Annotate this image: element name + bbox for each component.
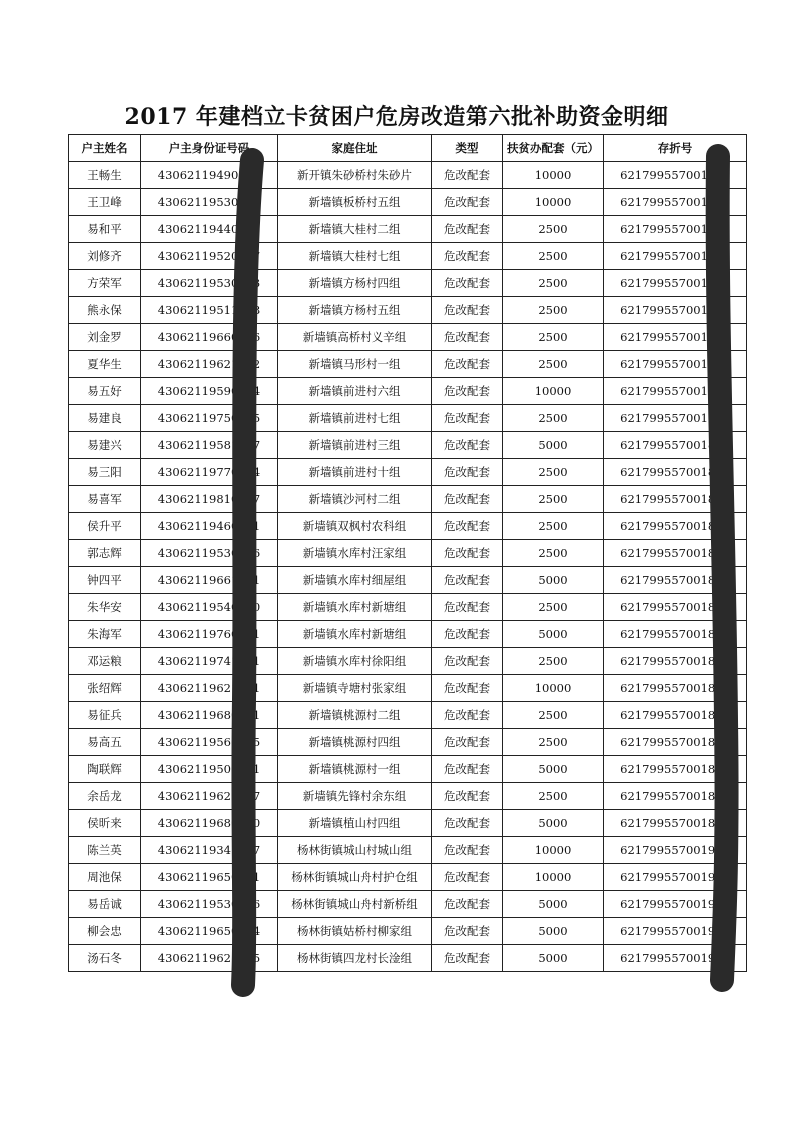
- cell-account-number: 621799557001865: [604, 702, 747, 729]
- cell-id-number: 43062119440405: [141, 216, 278, 243]
- cell-type: 危改配套: [432, 405, 503, 432]
- cell-name: 易喜军: [69, 486, 141, 513]
- cell-address: 新墙镇板桥村五组: [278, 189, 432, 216]
- cell-address: 杨林街镇姑桥村柳家组: [278, 918, 432, 945]
- page-title: 2017 年建档立卡贫困户危房改造第六批补助资金明细: [124, 104, 669, 130]
- cell-amount: 5000: [503, 621, 604, 648]
- table-row: [69, 945, 747, 972]
- cell-name: 汤石冬: [69, 945, 141, 972]
- cell-account-number: 621799557001865: [604, 729, 747, 756]
- cell-address: 新墙镇桃源村四组: [278, 729, 432, 756]
- cell-address: 新墙镇先锋村余东组: [278, 783, 432, 810]
- cell-name: 刘修齐: [69, 243, 141, 270]
- cell-amount: 10000: [503, 675, 604, 702]
- cell-id-number: 43062119760101: [141, 621, 278, 648]
- cell-type: 危改配套: [432, 945, 503, 972]
- cell-amount: 5000: [503, 810, 604, 837]
- cell-amount: 2500: [503, 270, 604, 297]
- cell-type: 危改配套: [432, 675, 503, 702]
- cell-name: 余岳龙: [69, 783, 141, 810]
- cell-name: 陈兰英: [69, 837, 141, 864]
- cell-name: 朱华安: [69, 594, 141, 621]
- cell-id-number: 43062119540320: [141, 594, 278, 621]
- cell-address: 新墙镇大桂村二组: [278, 216, 432, 243]
- cell-amount: 2500: [503, 540, 604, 567]
- cell-id-number: 43062119530107: [141, 189, 278, 216]
- cell-amount: 5000: [503, 756, 604, 783]
- cell-address: 新墙镇前进村三组: [278, 432, 432, 459]
- cell-address: 新墙镇寺塘村张家组: [278, 675, 432, 702]
- cell-amount: 2500: [503, 216, 604, 243]
- cell-amount: 2500: [503, 459, 604, 486]
- cell-account-number: 621799557001866: [604, 594, 747, 621]
- cell-amount: 5000: [503, 567, 604, 594]
- cell-name: 易和平: [69, 216, 141, 243]
- table-row: [69, 351, 747, 378]
- cell-name: 易建兴: [69, 432, 141, 459]
- cell-name: 钟四平: [69, 567, 141, 594]
- cell-name: 王畅生: [69, 162, 141, 189]
- cell-account-number: 621799557001904: [604, 837, 747, 864]
- cell-type: 危改配套: [432, 513, 503, 540]
- table-row: [69, 675, 747, 702]
- table-row: [69, 189, 747, 216]
- cell-name: 易三阳: [69, 459, 141, 486]
- cell-amount: 10000: [503, 189, 604, 216]
- cell-account-number: 621799557001865: [604, 243, 747, 270]
- cell-address: 新开镇朱砂桥村朱砂片: [278, 162, 432, 189]
- table-row: [69, 378, 747, 405]
- cell-type: 危改配套: [432, 297, 503, 324]
- cell-type: 危改配套: [432, 540, 503, 567]
- cell-account-number: 621799557001866: [604, 297, 747, 324]
- cell-type: 危改配套: [432, 891, 503, 918]
- cell-type: 危改配套: [432, 567, 503, 594]
- cell-amount: 10000: [503, 864, 604, 891]
- cell-account-number: 621799557001867: [604, 162, 747, 189]
- cell-account-number: 621799557001865: [604, 216, 747, 243]
- cell-amount: 10000: [503, 837, 604, 864]
- cell-type: 危改配套: [432, 351, 503, 378]
- cell-address: 杨林街镇城山舟村护仓组: [278, 864, 432, 891]
- table-row: [69, 837, 747, 864]
- header-row: [69, 135, 747, 162]
- cell-name: 张绍辉: [69, 675, 141, 702]
- cell-account-number: 621799557001865: [604, 405, 747, 432]
- cell-id-number: 43062119581217: [141, 432, 278, 459]
- cell-name: 夏华生: [69, 351, 141, 378]
- table-row: [69, 648, 747, 675]
- cell-account-number: 621799557001865: [604, 648, 747, 675]
- cell-type: 危改配套: [432, 216, 503, 243]
- cell-address: 新墙镇水库村徐阳组: [278, 648, 432, 675]
- table-row: [69, 567, 747, 594]
- table-row: [69, 756, 747, 783]
- cell-name: 刘金罗: [69, 324, 141, 351]
- table-row: [69, 297, 747, 324]
- table-row: [69, 459, 747, 486]
- cell-name: 侯升平: [69, 513, 141, 540]
- cell-type: 危改配套: [432, 729, 503, 756]
- cell-type: 危改配套: [432, 459, 503, 486]
- column-header-address: 家庭住址: [278, 135, 432, 162]
- cell-amount: 5000: [503, 945, 604, 972]
- cell-address: 新墙镇水库村细屋组: [278, 567, 432, 594]
- cell-amount: 2500: [503, 243, 604, 270]
- cell-amount: 2500: [503, 324, 604, 351]
- cell-name: 侯昕来: [69, 810, 141, 837]
- table-row: [69, 864, 747, 891]
- cell-account-number: 621799557001865: [604, 432, 747, 459]
- cell-type: 危改配套: [432, 864, 503, 891]
- table-row: [69, 324, 747, 351]
- cell-id-number: 43062119620707: [141, 783, 278, 810]
- cell-account-number: 621799557001865: [604, 567, 747, 594]
- cell-id-number: 43062119680111: [141, 702, 278, 729]
- cell-address: 新墙镇桃源村二组: [278, 702, 432, 729]
- cell-name: 易岳诚: [69, 891, 141, 918]
- table-row: [69, 621, 747, 648]
- cell-id-number: 43062119560505: [141, 729, 278, 756]
- cell-amount: 5000: [503, 432, 604, 459]
- cell-name: 易建良: [69, 405, 141, 432]
- cell-address: 杨林街镇城山舟村新桥组: [278, 891, 432, 918]
- cell-id-number: 43062119650401: [141, 864, 278, 891]
- cell-id-number: 43062119741011: [141, 648, 278, 675]
- cell-address: 新墙镇大桂村七组: [278, 243, 432, 270]
- cell-address: 新墙镇桃源村一组: [278, 756, 432, 783]
- cell-type: 危改配套: [432, 432, 503, 459]
- table-row: [69, 270, 747, 297]
- table-row: [69, 540, 747, 567]
- cell-address: 新墙镇水库村新塘组: [278, 594, 432, 621]
- cell-account-number: 621799557001865: [604, 621, 747, 648]
- cell-amount: 5000: [503, 918, 604, 945]
- cell-id-number: 43062119680210: [141, 810, 278, 837]
- table-row: [69, 810, 747, 837]
- cell-amount: 2500: [503, 594, 604, 621]
- cell-name: 郭志辉: [69, 540, 141, 567]
- table-row: [69, 891, 747, 918]
- table-row: [69, 918, 747, 945]
- cell-address: 新墙镇前进村六组: [278, 378, 432, 405]
- cell-address: 新墙镇水库村汪家组: [278, 540, 432, 567]
- cell-name: 陶联辉: [69, 756, 141, 783]
- table-row: [69, 783, 747, 810]
- cell-amount: 2500: [503, 405, 604, 432]
- cell-name: 朱海军: [69, 621, 141, 648]
- cell-type: 危改配套: [432, 594, 503, 621]
- cell-name: 易五好: [69, 378, 141, 405]
- cell-address: 新墙镇马形村一组: [278, 351, 432, 378]
- cell-id-number: 43062119590414: [141, 378, 278, 405]
- table-row: [69, 702, 747, 729]
- cell-id-number: 43062119810727: [141, 486, 278, 513]
- cell-account-number: 621799557001904: [604, 891, 747, 918]
- cell-amount: 10000: [503, 162, 604, 189]
- cell-account-number: 621799557001865: [604, 783, 747, 810]
- cell-name: 方荣军: [69, 270, 141, 297]
- cell-id-number: 43062119490704: [141, 162, 278, 189]
- column-header-id: 户主身份证号码: [141, 135, 278, 162]
- cell-address: 新墙镇前进村十组: [278, 459, 432, 486]
- cell-address: 杨林街镇四龙村长淦组: [278, 945, 432, 972]
- cell-account-number: 621799557001866: [604, 675, 747, 702]
- cell-account-number: 621799557001904: [604, 864, 747, 891]
- cell-amount: 2500: [503, 297, 604, 324]
- cell-type: 危改配套: [432, 756, 503, 783]
- table-row: [69, 405, 747, 432]
- cell-address: 新墙镇高桥村义辛组: [278, 324, 432, 351]
- cell-account-number: 621799557001866: [604, 351, 747, 378]
- table-body: [69, 162, 747, 972]
- cell-type: 危改配套: [432, 189, 503, 216]
- cell-account-number: 621799557001866: [604, 756, 747, 783]
- cell-type: 危改配套: [432, 243, 503, 270]
- cell-name: 柳会忠: [69, 918, 141, 945]
- cell-account-number: 621799557001865: [604, 189, 747, 216]
- cell-name: 易征兵: [69, 702, 141, 729]
- cell-amount: 2500: [503, 648, 604, 675]
- cell-id-number: 43062119750705: [141, 405, 278, 432]
- cell-type: 危改配套: [432, 918, 503, 945]
- cell-account-number: 621799557001903: [604, 945, 747, 972]
- cell-amount: 2500: [503, 486, 604, 513]
- cell-address: 新墙镇水库村新塘组: [278, 621, 432, 648]
- cell-type: 危改配套: [432, 702, 503, 729]
- table-row: [69, 486, 747, 513]
- cell-id-number: 43062119520617: [141, 243, 278, 270]
- table-row: [69, 216, 747, 243]
- cell-type: 危改配套: [432, 270, 503, 297]
- cell-type: 危改配套: [432, 810, 503, 837]
- cell-type: 危改配套: [432, 486, 503, 513]
- cell-account-number: 621799557001866: [604, 459, 747, 486]
- cell-address: 新墙镇植山村四组: [278, 810, 432, 837]
- cell-id-number: 43062119500721: [141, 756, 278, 783]
- cell-account-number: 621799557001866: [604, 810, 747, 837]
- cell-type: 危改配套: [432, 837, 503, 864]
- table-row: [69, 729, 747, 756]
- cell-type: 危改配套: [432, 648, 503, 675]
- table-row: [69, 162, 747, 189]
- cell-account-number: 621799557001865: [604, 378, 747, 405]
- table-row: [69, 243, 747, 270]
- cell-amount: 10000: [503, 378, 604, 405]
- cell-type: 危改配套: [432, 783, 503, 810]
- cell-amount: 2500: [503, 351, 604, 378]
- column-header-account: 存折号: [604, 135, 747, 162]
- table-row: [69, 513, 747, 540]
- cell-account-number: 621799557001905: [604, 918, 747, 945]
- cell-id-number: 43062119660326: [141, 324, 278, 351]
- cell-name: 熊永保: [69, 297, 141, 324]
- cell-account-number: 621799557001865: [604, 324, 747, 351]
- cell-id-number: 43062119511128: [141, 297, 278, 324]
- cell-amount: 2500: [503, 783, 604, 810]
- table-row: [69, 594, 747, 621]
- cell-name: 邓运粮: [69, 648, 141, 675]
- cell-id-number: 43062119460701: [141, 513, 278, 540]
- cell-id-number: 43062119530926: [141, 540, 278, 567]
- cell-name: 易高五: [69, 729, 141, 756]
- cell-type: 危改配套: [432, 162, 503, 189]
- cell-id-number: 43062119661211: [141, 567, 278, 594]
- column-header-name: 户主姓名: [69, 135, 141, 162]
- cell-id-number: 43062119530826: [141, 891, 278, 918]
- cell-amount: 5000: [503, 891, 604, 918]
- cell-id-number: 43062119650814: [141, 918, 278, 945]
- cell-address: 杨林街镇城山村城山组: [278, 837, 432, 864]
- cell-account-number: 621799557001866: [604, 270, 747, 297]
- cell-type: 危改配套: [432, 324, 503, 351]
- cell-type: 危改配套: [432, 378, 503, 405]
- cell-address: 新墙镇沙河村二组: [278, 486, 432, 513]
- cell-amount: 2500: [503, 513, 604, 540]
- cell-amount: 2500: [503, 702, 604, 729]
- subsidy-table: [68, 134, 747, 972]
- cell-type: 危改配套: [432, 621, 503, 648]
- column-header-amount: 扶贫办配套（元）: [503, 135, 604, 162]
- cell-address: 新墙镇双枫村农科组: [278, 513, 432, 540]
- cell-account-number: 621799557001865: [604, 513, 747, 540]
- column-header-type: 类型: [432, 135, 503, 162]
- cell-name: 周池保: [69, 864, 141, 891]
- cell-account-number: 621799557001866: [604, 486, 747, 513]
- cell-address: 新墙镇前进村七组: [278, 405, 432, 432]
- cell-id-number: 43062119530523: [141, 270, 278, 297]
- cell-id-number: 43062119341027: [141, 837, 278, 864]
- cell-id-number: 43062119770614: [141, 459, 278, 486]
- cell-address: 新墙镇方杨村五组: [278, 297, 432, 324]
- cell-id-number: 43062119621011: [141, 675, 278, 702]
- cell-account-number: 621799557001865: [604, 540, 747, 567]
- cell-id-number: 43062119621012: [141, 351, 278, 378]
- cell-id-number: 43062119621105: [141, 945, 278, 972]
- cell-address: 新墙镇方杨村四组: [278, 270, 432, 297]
- table-row: [69, 432, 747, 459]
- cell-name: 王卫峰: [69, 189, 141, 216]
- cell-amount: 2500: [503, 729, 604, 756]
